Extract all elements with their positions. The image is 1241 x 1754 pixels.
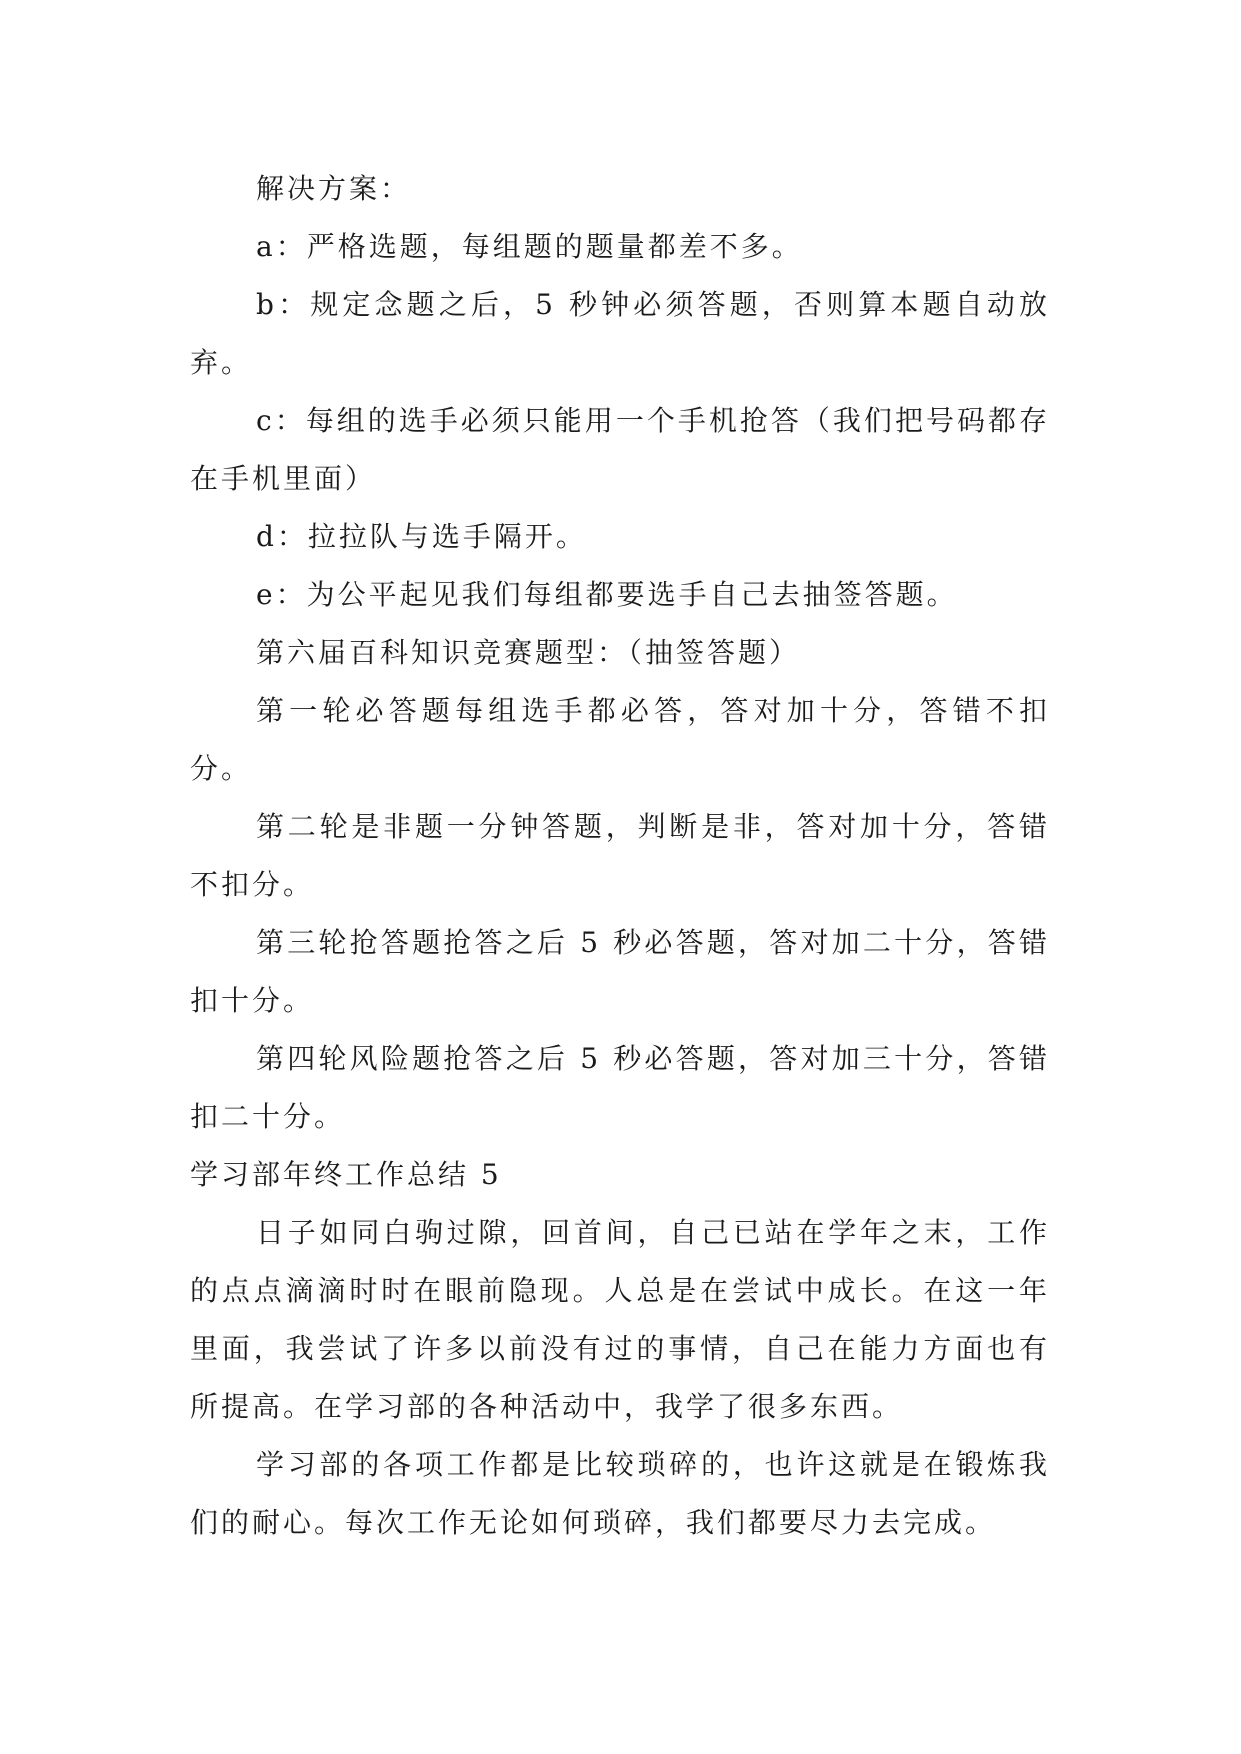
paragraph-contest-format: 第六届百科知识竞赛题型：（抽签答题） — [256, 636, 801, 669]
paragraph-summary-two: 学习部的各项工作都是比较琐碎的，也许这就是在锻炼我们的耐心。每次工作无论如何琐碎，我们都要尽力去完成。 — [190, 1448, 1050, 1539]
paragraph-solution-b: b：规定念题之后，5 秒钟必须答题，否则算本题自动放弃。 — [190, 288, 1050, 379]
section-heading: 学习部年终工作总结 5 — [190, 1158, 502, 1191]
paragraph-round-two: 第二轮是非题一分钟答题，判断是非，答对加十分，答错不扣分。 — [190, 810, 1050, 901]
paragraph-round-one: 第一轮必答题每组选手都必答，答对加十分，答错不扣分。 — [190, 694, 1050, 785]
paragraph-solution-d: d：拉拉队与选手隔开。 — [256, 520, 587, 553]
document-body — [190, 160, 1050, 1552]
paragraph-round-three: 第三轮抢答题抢答之后 5 秒必答题，答对加二十分，答错扣十分。 — [190, 926, 1050, 1017]
paragraph-solution-a: a：严格选题，每组题的题量都差不多。 — [256, 230, 803, 263]
paragraph-solution-title: 解决方案： — [256, 172, 412, 205]
paragraph-round-four: 第四轮风险题抢答之后 5 秒必答题，答对加三十分，答错扣二十分。 — [190, 1042, 1050, 1133]
paragraph-solution-e: e：为公平起见我们每组都要选手自己去抽签答题。 — [256, 578, 958, 611]
paragraph-solution-c: c：每组的选手必须只能用一个手机抢答（我们把号码都存在手机里面） — [190, 404, 1050, 495]
paragraph-summary-one: 日子如同白驹过隙，回首间，自己已站在学年之末，工作的点点滴滴时时在眼前隐现。人总是在尝试中成长。在这一年里面，我尝试了许多以前没有过的事情，自己在能力方面也有所提高。在学习部的各种活动中，我学了很多东西。 — [190, 1216, 1050, 1423]
